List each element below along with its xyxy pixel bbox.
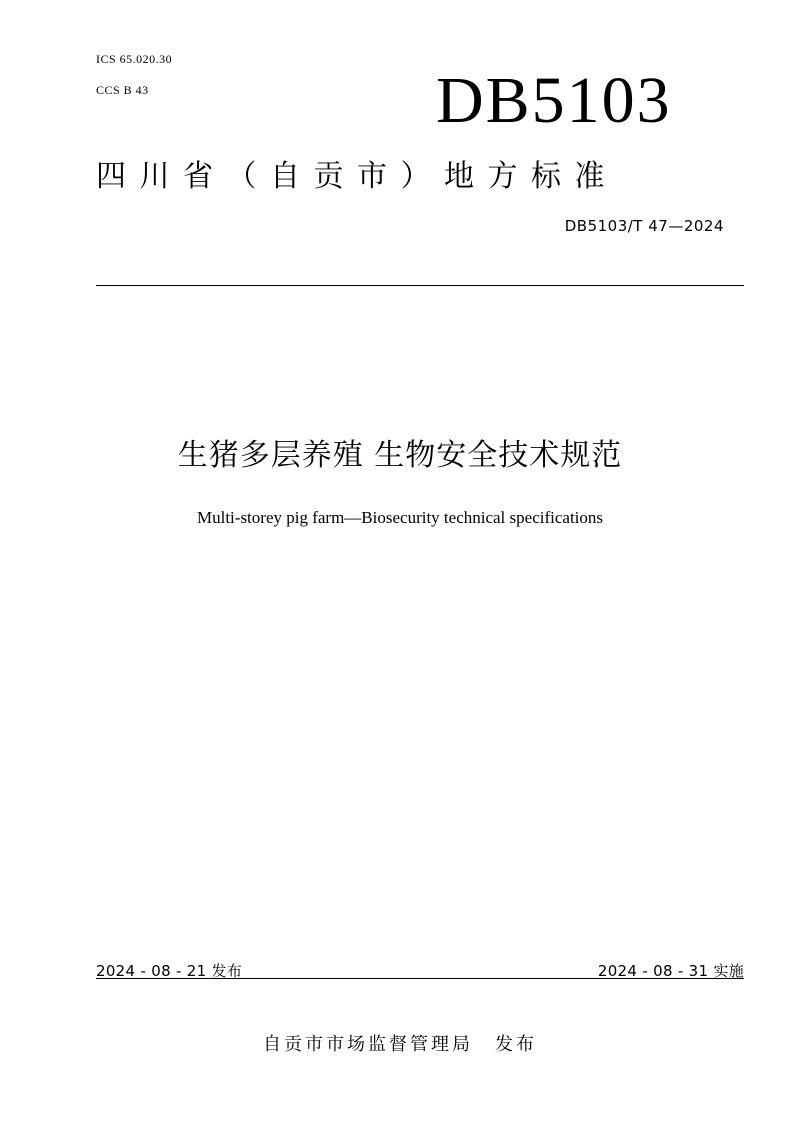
ics-code: ICS 65.020.30: [96, 52, 173, 66]
ccs-code: CCS B 43: [96, 83, 149, 97]
title-chinese: 生猪多层养殖 生物安全技术规范: [177, 438, 623, 473]
issuer-name: 自贡市市场监督管理局: [263, 1034, 473, 1055]
standard-number: DB5103/T 47—2024: [564, 217, 724, 235]
issuer-line: [0, 1030, 800, 1056]
implement-date: 2024 - 08 - 31 实施: [597, 962, 744, 980]
publish-date: 2024 - 08 - 21 发布: [96, 962, 243, 980]
title-english: Multi-storey pig farm—Biosecurity technical specifications: [197, 508, 603, 527]
bottom-divider: [96, 978, 744, 979]
issuer-action: 发布: [495, 1034, 537, 1055]
top-divider: [96, 285, 744, 286]
standard-code-mark: DB5103: [436, 64, 672, 137]
standard-type: 四川省（自贡市）地方标准: [96, 159, 618, 194]
